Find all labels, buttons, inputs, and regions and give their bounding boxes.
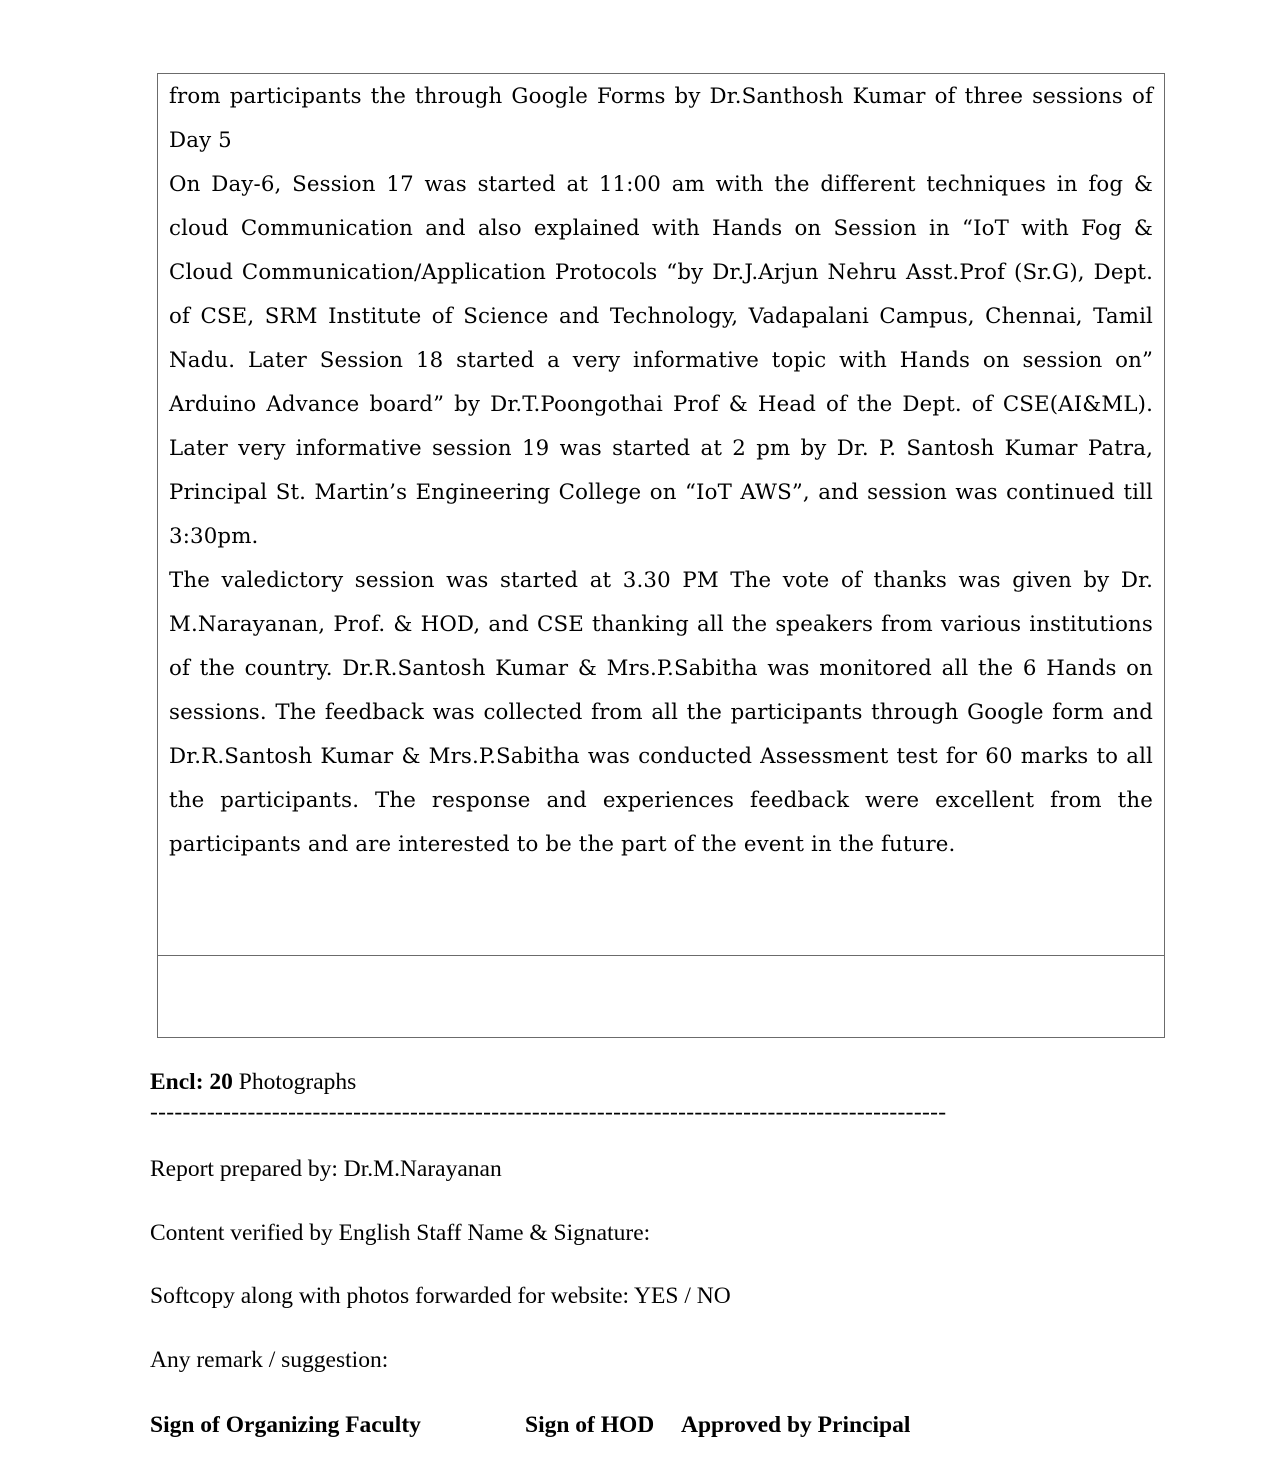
- report-content-cell: [158, 74, 1164, 956]
- report-paragraph-day6-sessions: On Day-6, Session 17 was started at 11:00 am with the different techniques in fog & cloud Communication and also explained with Hands on Session in “IoT with Fog & Cloud Communication/Application Protocols “by Dr.J.Arjun Nehru Asst.Prof (Sr.G), Dept. of CSE, SRM Institute of Science and Technology, Vadapalani Campus, Chennai, Tamil Nadu. Later Session 18 started a very informative topic with Hands on session on” Arduino Advance board” by Dr.T.Poongothai Prof & Head of the Dept. of CSE(AI&ML). Later very informative session 19 was started at 2 pm by Dr. P. Santosh Kumar Patra, Principal St. Martin’s Engineering College on “IoT AWS”, and session was continued till 3:30pm.: [169, 172, 1153, 549]
- prepared-by: Report prepared by: Dr.M.Narayanan: [150, 1156, 502, 1182]
- remark-suggestion: Any remark / suggestion:: [150, 1347, 389, 1373]
- separator-line: --------------------------------------------------------------------------------------------------: [150, 1099, 947, 1125]
- report-paragraph-day5-feedback: from participants the through Google Forms by Dr.Santhosh Kumar of three sessions of Day 5: [169, 84, 1153, 153]
- enclosure-line: [150, 1067, 356, 1097]
- softcopy-forwarded: Softcopy along with photos forwarded for website: YES / NO: [150, 1283, 731, 1309]
- sign-hod: Sign of HOD: [525, 1412, 655, 1438]
- approved-by-principal: Approved by Principal: [681, 1412, 911, 1438]
- encl-count: 20: [209, 1069, 233, 1095]
- signature-row-hod: [525, 1410, 654, 1440]
- signature-row: [150, 1410, 421, 1440]
- content-verified: Content verified by English Staff Name & Signature:: [150, 1220, 651, 1246]
- encl-text: Photographs: [238, 1069, 357, 1095]
- signature-row-principal: [681, 1410, 910, 1440]
- report-paragraph-valedictory: The valedictory session was started at 3.30 PM The vote of thanks was given by Dr. M.Narayanan, Prof. & HOD, and CSE thanking all the speakers from various institutions of the country. Dr.R.Santosh Kumar & Mrs.P.Sabitha was monitored all the 6 Hands on sessions. The feedback was collected from all the participants through Google form and Dr.R.Santosh Kumar & Mrs.P.Sabitha was conducted Assessment test for 60 marks to all the participants. The response and experiences feedback were excellent from the participants and are interested to be the part of the event in the future.: [169, 568, 1153, 857]
- sign-organizing-faculty: Sign of Organizing Faculty: [150, 1412, 421, 1438]
- report-table: [157, 73, 1165, 1038]
- encl-label: Encl:: [150, 1069, 204, 1095]
